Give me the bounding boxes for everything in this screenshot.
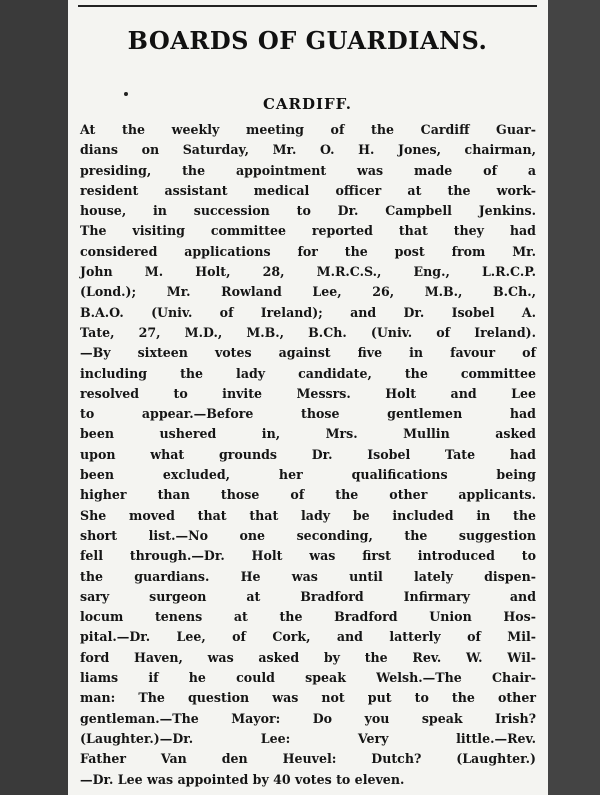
article-line: B.A.O. (Univ. of Ireland); and Dr. Isobel A. [80,304,536,320]
article-line: —Dr. Lee was appointed by 40 votes to eleven. [80,771,405,787]
article-line: been excluded, her qualifications being [80,467,536,483]
article-line: dians on Saturday, Mr. O. H. Jones, chairman, [80,142,536,158]
article-line: to appear.—Before those gentlemen had [80,406,536,422]
article-line: the guardians. He was until lately dispen- [80,568,536,584]
article-body [80,120,536,790]
article-line: locum tenens at the Bradford Union Hos- [80,609,536,625]
article-line: higher than those of the other applicants. [80,487,536,503]
article-line: (Lond.); Mr. Rowland Lee, 26, M.B., B.Ch., [80,284,536,300]
article-line: been ushered in, Mrs. Mullin asked [80,426,536,442]
article-line: pital.—Dr. Lee, of Cork, and latterly of Mil- [80,629,536,645]
section-subhead: CARDIFF. [262,95,353,113]
right-margin-shadow [548,0,600,795]
article-line: considered applications for the post from Mr. [80,243,536,259]
article-line: resident assistant medical officer at the work- [80,182,536,198]
article-line: including the lady candidate, the committee [80,365,536,381]
article-line: presiding, the appointment was made of a [80,162,536,178]
article-line: Father Van den Heuvel: Dutch? (Laughter.) [80,751,536,767]
article-line: resolved to invite Messrs. Holt and Lee [80,385,536,401]
article-line: John M. Holt, 28, M.R.C.S., Eng., L.R.C.P. [80,264,536,280]
headline: BOARDS OF GUARDIANS. [127,26,488,55]
article-line: ford Haven, was asked by the Rev. W. Wil- [80,649,536,665]
article-line: —By sixteen votes against five in favour of [80,345,536,361]
top-rule [78,5,537,7]
article-line: The visiting committee reported that they had [80,223,536,239]
article-line: sary surgeon at Bradford Infirmary and [80,588,536,604]
article-line: (Laughter.)—Dr. Lee: Very little.—Rev. [80,730,536,746]
article-line: upon what grounds Dr. Isobel Tate had [80,446,536,462]
article-line: At the weekly meeting of the Cardiff Guar- [80,122,536,137]
article-line: man: The question was not put to the other [80,690,536,706]
left-margin-shadow [0,0,68,795]
article-line: fell through.—Dr. Holt was first introduced to [80,548,536,564]
article-line: liams if he could speak Welsh.—The Chair- [80,670,536,686]
article-line: She moved that that lady be included in the [80,507,536,523]
article-line: short list.—No one seconding, the suggestion [80,527,536,543]
article-line: gentleman.—The Mayor: Do you speak Irish? [80,710,536,726]
article-line: Tate, 27, M.D., M.B., B.Ch. (Univ. of Ireland). [80,324,536,340]
article-line: house, in succession to Dr. Campbell Jenkins. [80,203,536,219]
